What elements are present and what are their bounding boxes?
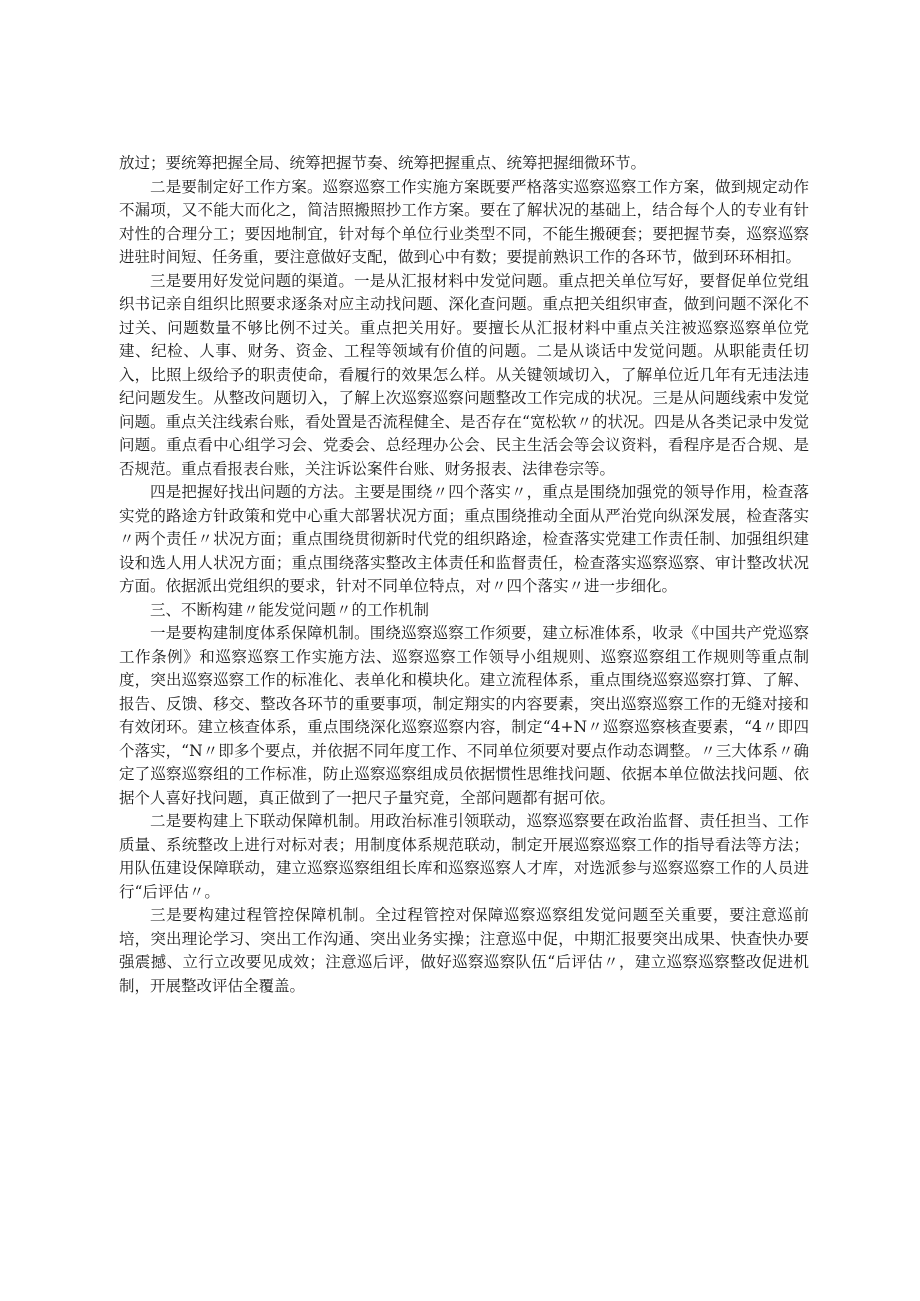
document-body [119,152,809,998]
paragraph-1: 放过；要统筹把握全局、统筹把握节奏、统筹把握重点、统筹把握细微环节。 [119,154,647,172]
paragraph-2: 二是要制定好工作方案。巡察巡察工作实施方案既要严格落实巡察巡察工作方案，做到规定动作不漏项，又不能大而化之，简洁照搬照抄工作方案。要在了解状况的基础上，结合每个人的专业有针对性的合理分工；要因地制宜，针对每个单位行业类型不同，不能生搬硬套；要把握节奏，巡察巡察进驻时间短、任务重，要注意做好支配，做到心中有数；要提前熟识工作的各环节，做到环环相扣。 [119,177,809,266]
paragraph-6: 二是要构建上下联动保障机制。用政治标准引领联动，巡察巡察要在政治监督、责任担当、工作质量、系统整改上进行对标对表；用制度体系规范联动，制定开展巡察巡察工作的指导看法等方法；用队伍建设保障联动，建立巡察巡察组组长库和巡察巡察人才库，对选派参与巡察巡察工作的人员进行“后评估〃。 [119,812,809,901]
paragraph-5: 一是要构建制度体系保障机制。围绕巡察巡察工作须要，建立标准体系，收录《中国共产党巡察工作条例》和巡察巡察工作实施方法、巡察巡察工作领导小组规则、巡察巡察组工作规则等重点制度，突出巡察巡察工作的标准化、表单化和模块化。建立流程体系，重点围绕巡察巡察打算、了解、报告、反馈、移交、整改各环节的重要事项，制定翔实的内容要素，突出巡察巡察工作的无缝对接和有效闭环。建立核查体系，重点围绕深化巡察巡察内容，制定“4+N〃巡察巡察核查要素，“4〃即四个落实，“N〃即多个要点，并依据不同年度工作、不同单位须要对要点作动态调整。〃三大体系〃确定了巡察巡察组的工作标准，防止巡察巡察组成员依据惯性思维找问题、依据本单位做法找问题、依据个人喜好找问题，真正做到了一把尺子量究竟，全部问题都有据可依。 [119,624,809,807]
paragraph-4: 四是把握好找出问题的方法。主要是围绕〃四个落实〃，重点是围绕加强党的领导作用，检查落实党的路途方针政策和党中心重大部署状况方面；重点围绕推动全面从严治党向纵深发展，检查落实〃两个责任〃状况方面；重点围绕贯彻新时代党的组织路途，检查落实党建工作责任制、加强组织建设和选人用人状况方面；重点围绕落实整改主体责任和监督责任，检查落实巡察巡察、审计整改状况方面。依据派出党组织的要求，针对不同单位特点，对〃四个落实〃进一步细化。 [119,483,809,595]
paragraph-7: 三是要构建过程管控保障机制。全过程管控对保障巡察巡察组发觉问题至关重要，要注意巡前培，突出理论学习、突出工作沟通、突出业务实操；注意巡中促，中期汇报要突出成果、快查快办要强震撼、立行立改要见成效；注意巡后评，做好巡察巡察队伍“后评估〃，建立巡察巡察整改促进机制，开展整改评估全覆盖。 [119,906,809,995]
paragraph-3: 三是要用好发觉问题的渠道。一是从汇报材料中发觉问题。重点把关单位写好，要督促单位党组织书记亲自组织比照要求逐条对应主动找问题、深化查问题。重点把关组织审查，做到问题不深化不过关、问题数量不够比例不过关。重点把关用好。要擅长从汇报材料中重点关注被巡察巡察单位党建、纪检、人事、财务、资金、工程等领域有价值的问题。二是从谈话中发觉问题。从职能责任切入，比照上级给予的职责使命，看履行的效果怎么样。从关键领域切入，了解单位近几年有无违法违纪问题发生。从整改问题切入，了解上次巡察巡察问题整改工作完成的状况。三是从问题线索中发觉问题。重点关注线索台账，看处置是否流程健全、是否存在“宽松软〃的状况。四是从各类记录中发觉问题。重点看中心组学习会、党委会、总经理办公会、民主生活会等会议资料，看程序是否合规、是否规范。重点看报表台账，关注诉讼案件台账、财务报表、法律卷宗等。 [119,271,809,478]
section-heading: 三、不断构建〃能发觉问题〃的工作机制 [150,600,430,619]
